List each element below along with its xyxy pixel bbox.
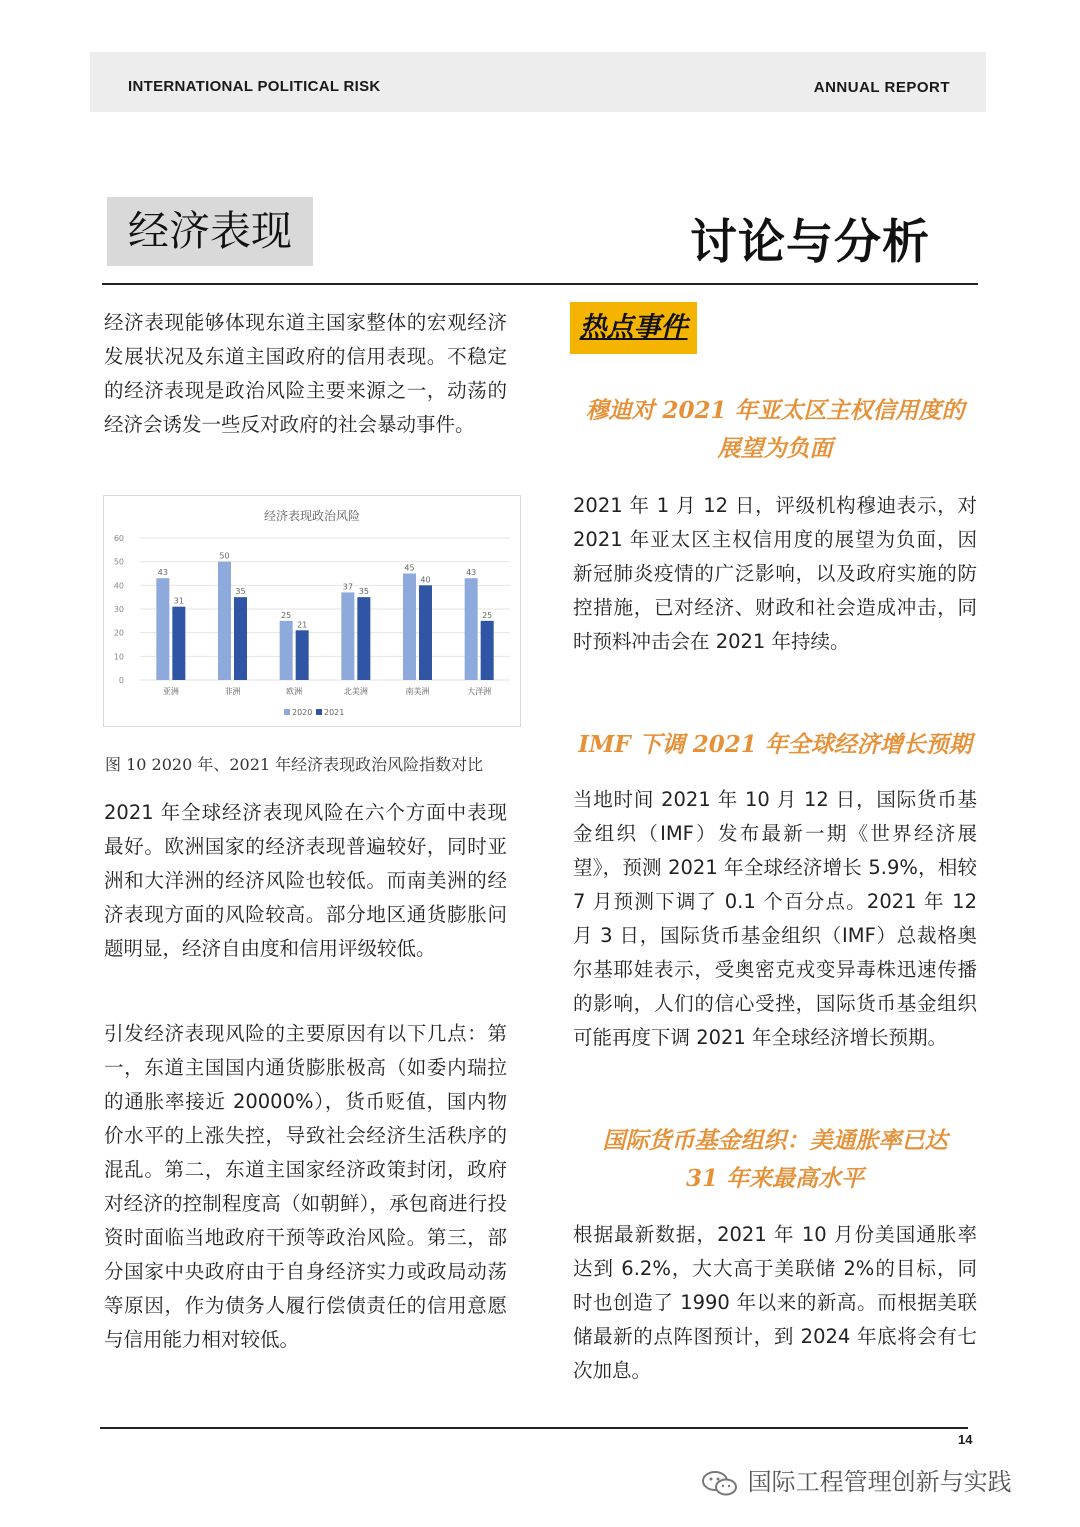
intro-paragraph: 经济表现能够体现东道主国家整体的宏观经济发展状况及东道主国政府的信用表现。不稳定的经济表现是政治风险主要来源之一，动荡的经济会诱发一些反对政府的社会暴动事件。 — [104, 311, 507, 436]
news-3-title-line1: 国际货币基金组织：美通胀率已达 — [602, 1127, 948, 1154]
x-tick-label: 南美洲 — [405, 687, 430, 696]
bar-2021 — [357, 597, 370, 680]
bar-2021 — [481, 621, 494, 680]
bar-2021 — [234, 597, 247, 680]
hot-events-label: 热点事件 — [570, 302, 697, 354]
y-tick-label: 40 — [113, 581, 124, 591]
paragraph-3: 引发经济表现风险的主要原因有以下几点：第一，东道主国国内通货膨胀极高（如委内瑞拉的通胀率接近 20000%），货币贬值，国内物价水平的上涨失控，导致社会经济生活秩序的混乱。第二，东道主国家经济政策封闭，政府对经济的控制程度高（如朝鲜），承包商进行投资时面临当地政府干预等政治风险。第三，部分国家中央政府由于自身经济实力或政局动荡等原因，作为债务人履行偿债责任的信用意愿与信用能力相对较低。 — [104, 1022, 507, 1351]
header-right-title: ANNUAL REPORT — [813, 79, 950, 96]
y-tick-label: 0 — [118, 676, 124, 685]
x-tick-label: 大洋洲 — [467, 687, 492, 696]
bar-2020 — [218, 562, 231, 680]
data-label: 35 — [358, 587, 369, 597]
wechat-icon — [700, 1468, 740, 1498]
legend-label: 2020 — [292, 708, 313, 717]
data-label: 37 — [342, 582, 353, 592]
x-tick-label: 北美洲 — [343, 687, 368, 696]
news-1-title-line2: 展望为负面 — [717, 435, 833, 462]
news-2-title-line1: IMF 下调 2021 年全球经济增长预期 — [578, 731, 972, 758]
news-2-title — [572, 726, 978, 764]
bar-2020 — [280, 621, 293, 680]
watermark-text: 国际工程管理创新与实践 — [747, 1468, 1012, 1496]
data-label: 43 — [157, 568, 168, 578]
news-2-body: 当地时间 2021 年 10 月 12 日，国际货币基金组织（IMF）发布最新一期《世界经济展望》，预测 2021 年全球经济增长 5.9%，相较 7 月预测下调了 0.1 个百分点。2021 年 12 月 3 日，国际货币基金组织（IMF）总裁格奥尔基耶娃表示，受奥密克戎变异毒株迅速传播的影响，人们的信心受挫，国际货币基金组织可能再度下调 2021 年全球经济增长预期。 — [573, 788, 977, 1049]
chart-svg — [104, 496, 520, 726]
news-1-body: 2021 年 1 月 12 日，评级机构穆迪表示，对 2021 年亚太区主权信用度的展望为负面，因新冠肺炎疫情的广泛影响，以及政府实施的防控措施，已对经济、财政和社会造成冲击，同时预料冲击会在 2021 年持续。 — [573, 494, 977, 653]
bar-2020 — [341, 592, 354, 680]
y-tick-label: 50 — [113, 557, 124, 567]
bottom-divider — [100, 1427, 968, 1429]
data-label: 35 — [235, 587, 246, 597]
bar-2021 — [419, 585, 432, 680]
data-label: 25 — [482, 610, 493, 620]
news-3-title-line2: 31 年来最高水平 — [685, 1165, 864, 1192]
top-divider — [102, 283, 978, 285]
y-tick-label: 20 — [113, 628, 124, 638]
legend-swatch-2021 — [316, 709, 322, 715]
paragraph-2: 2021 年全球经济表现风险在六个方面中表现最好。欧洲国家的经济表现普遍较好，同时亚洲和大洋洲的经济风险也较低。而南美洲的经济表现方面的风险较高。部分地区通货膨胀问题明显，经济自由度和信用评级较低。 — [104, 801, 507, 960]
bar-2020 — [156, 578, 169, 680]
discussion-title: 讨论与分析 — [690, 215, 930, 270]
page-header — [90, 52, 986, 112]
y-tick-label: 30 — [113, 605, 124, 614]
x-tick-label: 非洲 — [224, 687, 241, 696]
data-label: 31 — [173, 596, 184, 606]
bar-chart — [103, 495, 521, 727]
section-title: 经济表现 — [107, 197, 313, 266]
x-tick-label: 亚洲 — [162, 687, 179, 696]
bar-2020 — [403, 574, 416, 681]
data-label: 40 — [420, 575, 431, 585]
data-label: 45 — [404, 563, 415, 573]
legend-label: 2021 — [324, 708, 345, 717]
y-tick-label: 10 — [113, 652, 124, 662]
data-label: 21 — [297, 620, 308, 630]
y-tick-label: 60 — [113, 534, 124, 543]
page-number: 14 — [958, 1432, 973, 1447]
news-1-title-line1: 穆迪对 2021 年亚太区主权信用度的 — [585, 397, 965, 424]
news-3-title — [572, 1122, 978, 1198]
data-label: 43 — [466, 568, 477, 578]
header-left-title: INTERNATIONAL POLITICAL RISK — [128, 78, 381, 95]
figure-caption: 图 10 2020 年、2021 年经济表现政治风险指数对比 — [105, 755, 484, 774]
bar-2021 — [172, 607, 185, 680]
x-tick-label: 欧洲 — [286, 687, 303, 696]
news-1-title — [572, 392, 978, 468]
watermark — [700, 1462, 1012, 1498]
bar-2021 — [296, 630, 309, 680]
news-3-body: 根据最新数据，2021 年 10 月份美国通胀率达到 6.2%，大大高于美联储 2%的目标，同时也创造了 1990 年以来的新高。而根据美联储最新的点阵图预计，到 2024 年底将会有七次加息。 — [573, 1223, 977, 1382]
data-label: 50 — [219, 551, 230, 561]
chart-title: 经济表现政治风险 — [263, 509, 361, 523]
legend-swatch-2020 — [284, 709, 290, 715]
data-label: 25 — [281, 610, 292, 620]
bar-2020 — [465, 578, 478, 680]
